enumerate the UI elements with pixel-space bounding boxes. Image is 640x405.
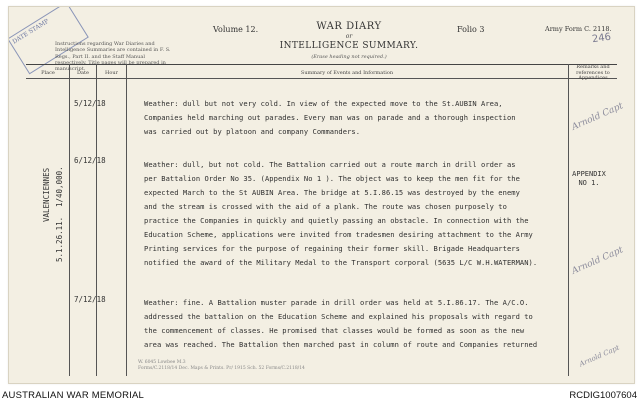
record-id: RCDIG1007604 <box>569 390 637 401</box>
entry-line: the commencement of classes. He promised that classes would be formed as soon as the new <box>144 326 525 335</box>
entry-line: area was reached. The Battalion then marched past in column of route and Companies returned <box>144 340 538 349</box>
printer-imprint-line: Forms/C.2118/14 Dec. Maps & Prints. Pr/ 1915 Sch. 52 Forms/C.2118/14 <box>138 366 305 371</box>
entry-date: 7/12/18 <box>74 295 106 304</box>
title-or: or <box>345 33 353 40</box>
entry-date: 6/12/18 <box>74 156 106 165</box>
column-header-date: Date <box>77 70 89 76</box>
printer-imprint <box>138 360 305 372</box>
volume-label: Volume 12. <box>213 25 259 34</box>
map-reference: 1/40,000. <box>55 166 64 207</box>
pencil-annotation: Arnold Capt <box>578 343 621 369</box>
pencil-annotation: Arnold Capt <box>570 245 625 277</box>
page-subtitle: INTELLIGENCE SUMMARY. <box>279 41 419 51</box>
appendix-label: APPENDIX <box>572 170 606 178</box>
column-divider <box>126 64 127 376</box>
entry-line: Printing services for the purpose of regaining their former skill. Brigade Headquarters <box>144 244 520 253</box>
entry-line: and the stream is crossed with the aid of a plank. The route was chosen purposely to <box>144 202 507 211</box>
page-title: WAR DIARY <box>316 21 382 32</box>
place-name: VALENCIENNES <box>42 167 51 222</box>
entry-line: Companies held marching out parades. Every man was on parade and a thorough inspection <box>144 113 516 122</box>
pencil-annotation: Arnold Capt <box>570 101 625 133</box>
entry-line: Weather: dull but not very cold. In view of the expected move to the St.AUBIN Area, <box>144 99 503 108</box>
army-form-label: Army Form C. 2118. <box>545 25 612 33</box>
column-divider <box>69 64 70 376</box>
subtitle-note: (Erase heading not required.) <box>311 54 387 60</box>
archive-credit: AUSTRALIAN WAR MEMORIAL <box>2 390 145 401</box>
header-divider <box>26 78 617 79</box>
appendix-number: NO 1. <box>578 179 600 187</box>
folio-label: Folio 3 <box>457 25 485 34</box>
entry-line: Education Scheme, applications were invited from tradesmen desiring attachment to the Army <box>144 230 533 239</box>
instructions-note: Instructions regarding War Diaries and Intelligence Summaries are contained in F. S. Regs., Part II. and the Staff Manual respectively. Title pages will be prepared in manuscript. <box>55 41 171 73</box>
entry-line: Weather: dull, but not cold. The Battalion carried out a route march in drill order as <box>144 160 516 169</box>
column-header-hour: Hour <box>105 70 118 76</box>
entry-line: notified the award of the Military Medal to the Transport corporal (5635 L/C W.H.WATERMAN). <box>144 258 538 267</box>
appendix-reference <box>564 170 614 188</box>
column-header-place: Place <box>41 70 55 76</box>
column-header-remarks: Remarks and references to Appendices <box>576 64 610 81</box>
column-divider <box>96 64 97 376</box>
entry-line: practice the Companies in quickly and quietly passing an obstacle. In connection with the <box>144 216 529 225</box>
entry-line: was carried out by platoon and company Commanders. <box>144 127 361 136</box>
column-header-summary: Summary of Events and Information <box>300 70 394 76</box>
sheet-reference: 5.1.26.11. <box>55 216 64 262</box>
column-divider <box>568 64 569 376</box>
entry-line: Weather: fine. A Battalion muster parade in drill order was held at 5.I.86.17. The A/C.O. <box>144 298 529 307</box>
date-stamp-text: DATE STAMP <box>11 17 51 46</box>
printer-imprint-line: W. 6045 Lowbee M.3 <box>138 360 186 365</box>
entry-line: per Battalion Order No 35. (Appendix No 1 ). The object was to keep the men fit for the <box>144 174 520 183</box>
pencil-page-number: 246 <box>591 31 612 46</box>
entry-line: addressed the battalion on the Education Scheme and explained his proposals with regard to <box>144 312 533 321</box>
entry-date: 5/12/18 <box>74 99 106 108</box>
entry-line: expected March to the St AUBIN Area. The bridge at 5.I.86.15 was destroyed by the enemy <box>144 188 520 197</box>
